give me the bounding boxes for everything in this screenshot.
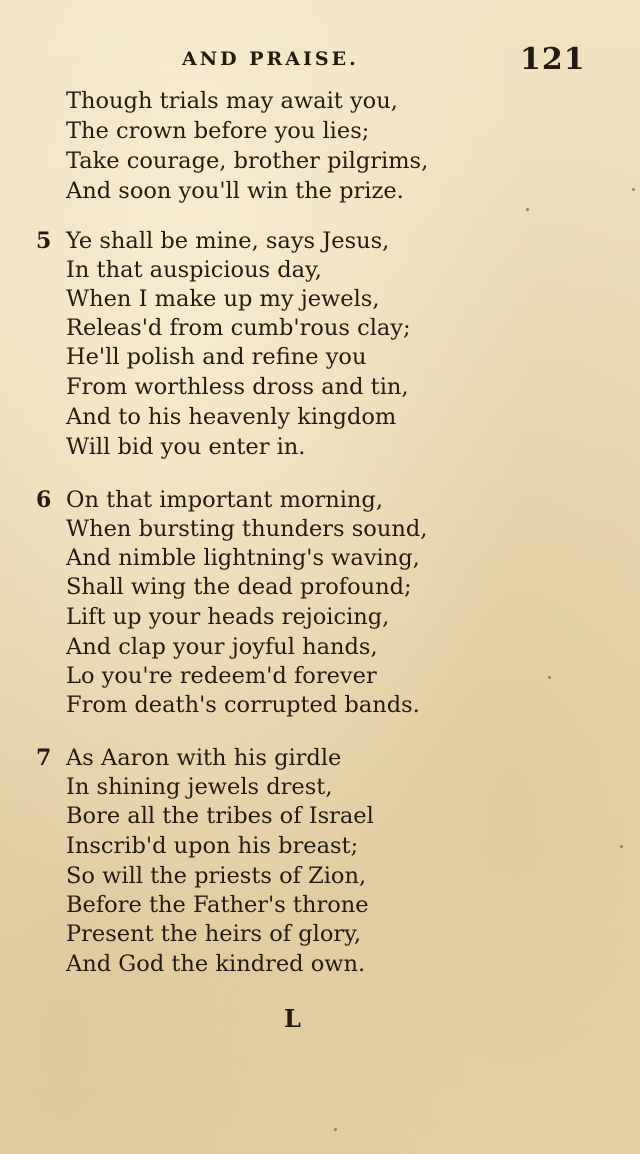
stanza-line: From worthless dross and tin,: [66, 374, 409, 400]
stanza-line: And soon you'll win the prize.: [66, 178, 404, 204]
stanza-line: Releas'd from cumb'rous clay;: [66, 315, 411, 341]
stanza-line: And nimble lightning's waving,: [66, 545, 420, 571]
stanza-line: Lo you're redeem'd forever: [66, 663, 377, 689]
stanza-line: He'll polish and refine you: [66, 344, 367, 370]
stanza-line: On that important morning,: [66, 487, 383, 513]
stanza-line: When I make up my jewels,: [66, 286, 380, 312]
stanza-line: Ye shall be mine, says Jesus,: [66, 228, 390, 254]
stanza-line: And to his heavenly kingdom: [66, 404, 397, 430]
paper-speck: [632, 188, 635, 191]
stanza-line: And clap your joyful hands,: [66, 634, 378, 660]
page-number: 121: [520, 42, 586, 77]
stanza-line: In shining jewels drest,: [66, 774, 333, 800]
stanza-line: When bursting thunders sound,: [66, 516, 428, 542]
paper-speck: [334, 1128, 337, 1131]
stanza-line: So will the priests of Zion,: [66, 863, 367, 889]
paper-speck: [620, 845, 623, 848]
verse-number: 6: [36, 487, 52, 513]
stanza-line: Bore all the tribes of Israel: [66, 803, 374, 829]
verse-number: 5: [36, 228, 52, 254]
stanza-line: Shall wing the dead profound;: [66, 574, 412, 600]
stanza-line: Though trials may await you,: [66, 88, 398, 114]
stanza-line: From death's corrupted bands.: [66, 692, 420, 718]
stanza-line: Present the heirs of glory,: [66, 921, 362, 947]
paper-speck: [548, 676, 551, 679]
stanza-line: Lift up your heads rejoicing,: [66, 604, 390, 630]
stanza-line: Before the Father's throne: [66, 892, 369, 918]
stanza-line: In that auspicious day,: [66, 257, 322, 283]
stanza-line: Take courage, brother pilgrims,: [66, 148, 429, 174]
stanza-line: Inscrib'd upon his breast;: [66, 833, 359, 859]
paper-speck: [526, 208, 529, 211]
verse-number: 7: [36, 745, 52, 771]
signature-mark: L: [284, 1004, 301, 1033]
running-head: [0, 42, 640, 77]
stanza-line: And God the kindred own.: [66, 951, 366, 977]
stanza-line: Will bid you enter in.: [66, 434, 306, 460]
stanza-line: The crown before you lies;: [66, 118, 370, 144]
stanza-line: As Aaron with his girdle: [66, 745, 342, 771]
running-head-title: AND PRAISE.: [182, 48, 359, 70]
